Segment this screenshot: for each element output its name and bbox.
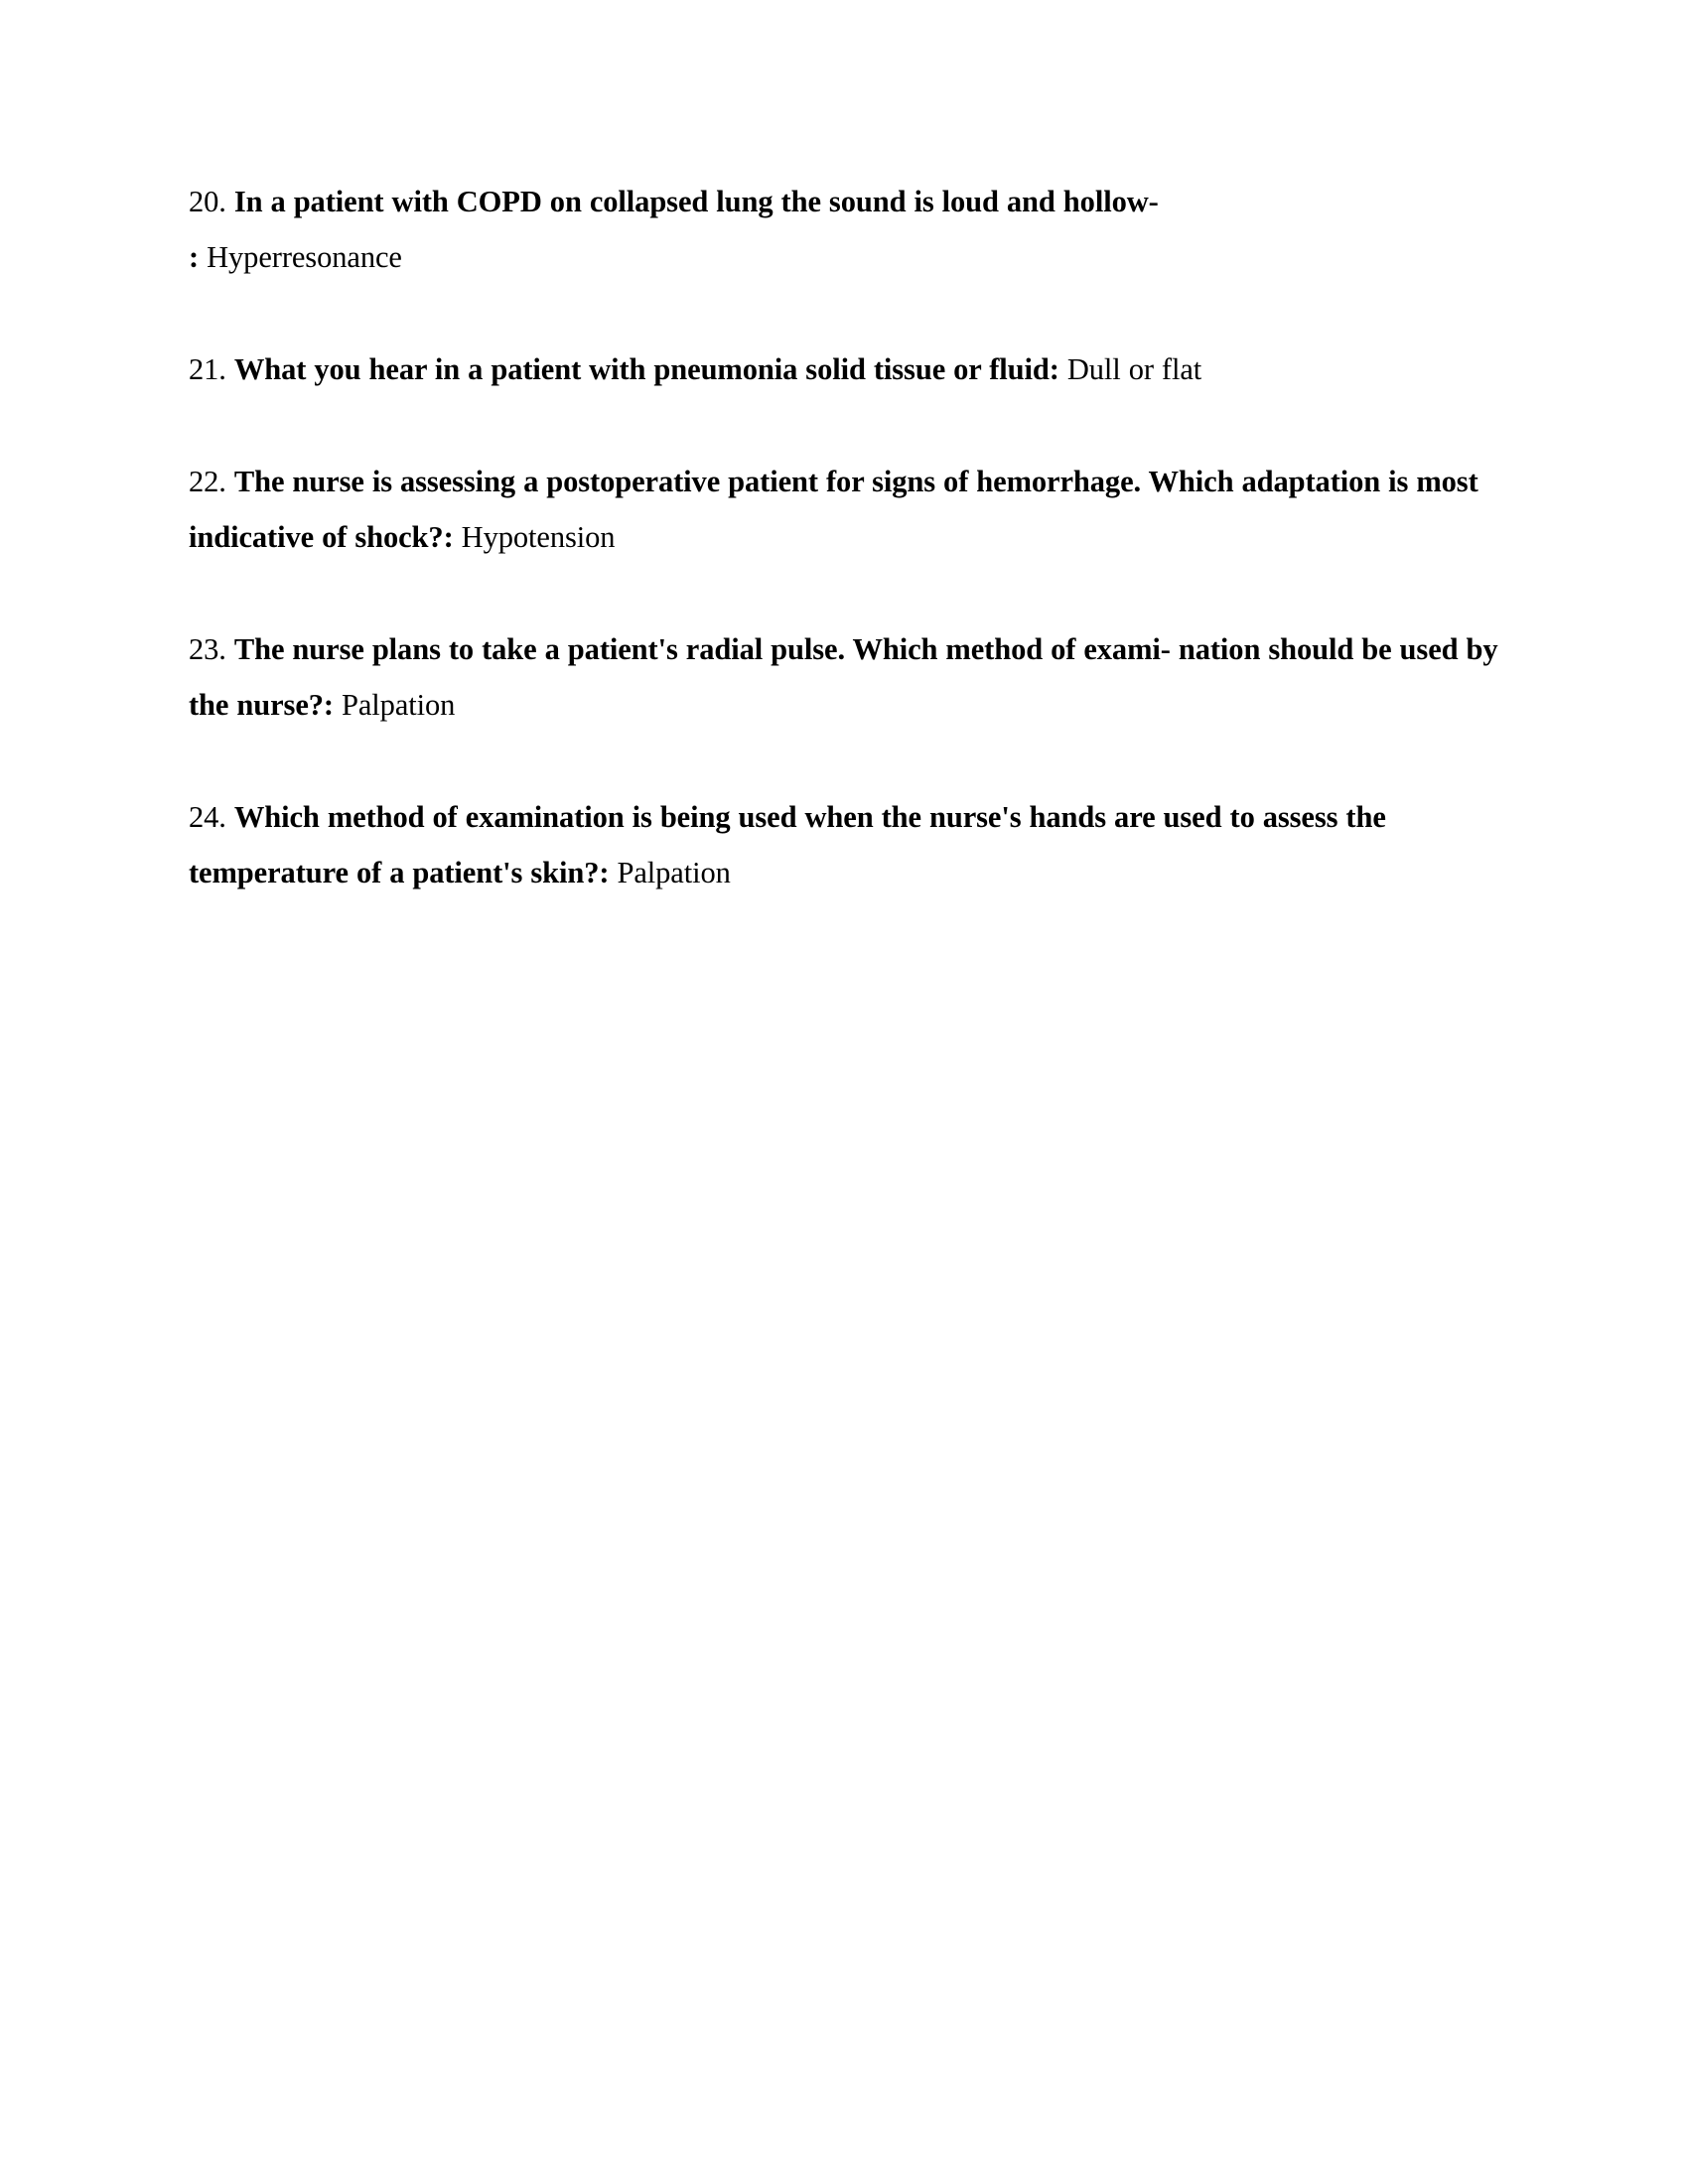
qa-list: [189, 174, 1509, 900]
answer-line: [189, 229, 1509, 285]
answer-text: Dull or flat: [1066, 352, 1202, 386]
qa-item-20: [189, 174, 1509, 285]
question-number: 23.: [189, 632, 226, 666]
question-number: 22.: [189, 465, 226, 498]
question-text: The nurse is assessing a postoperative patient for signs of hemorrhage. Which adaptation is most indicative of shock?:: [189, 465, 1478, 554]
answer-text: Palpation: [617, 856, 731, 889]
qa-item-24: [189, 789, 1509, 900]
question-text: Which method of examination is being used when the nurse's hands are used to assess the temperature of a patient's skin?:: [189, 800, 1386, 889]
question-number: 24.: [189, 800, 226, 834]
question-text: The nurse plans to take a patient's radial pulse. Which method of exami- nation should be used by the nurse?:: [189, 632, 1498, 722]
question-text: In a patient with COPD on collapsed lung the sound is loud and hollow-: [233, 185, 1159, 218]
qa-item-23: [189, 621, 1509, 733]
answer-text: Palpation: [342, 688, 456, 722]
question-number: 21.: [189, 352, 226, 386]
question-text: What you hear in a patient with pneumonia solid tissue or fluid:: [233, 352, 1059, 386]
qa-item-21: [189, 341, 1509, 397]
answer-text: Hypotension: [461, 520, 616, 554]
question-number: 20.: [189, 185, 226, 218]
answer-text: Hyperresonance: [207, 240, 402, 274]
qa-item-22: [189, 454, 1509, 565]
answer-separator: :: [189, 240, 200, 274]
